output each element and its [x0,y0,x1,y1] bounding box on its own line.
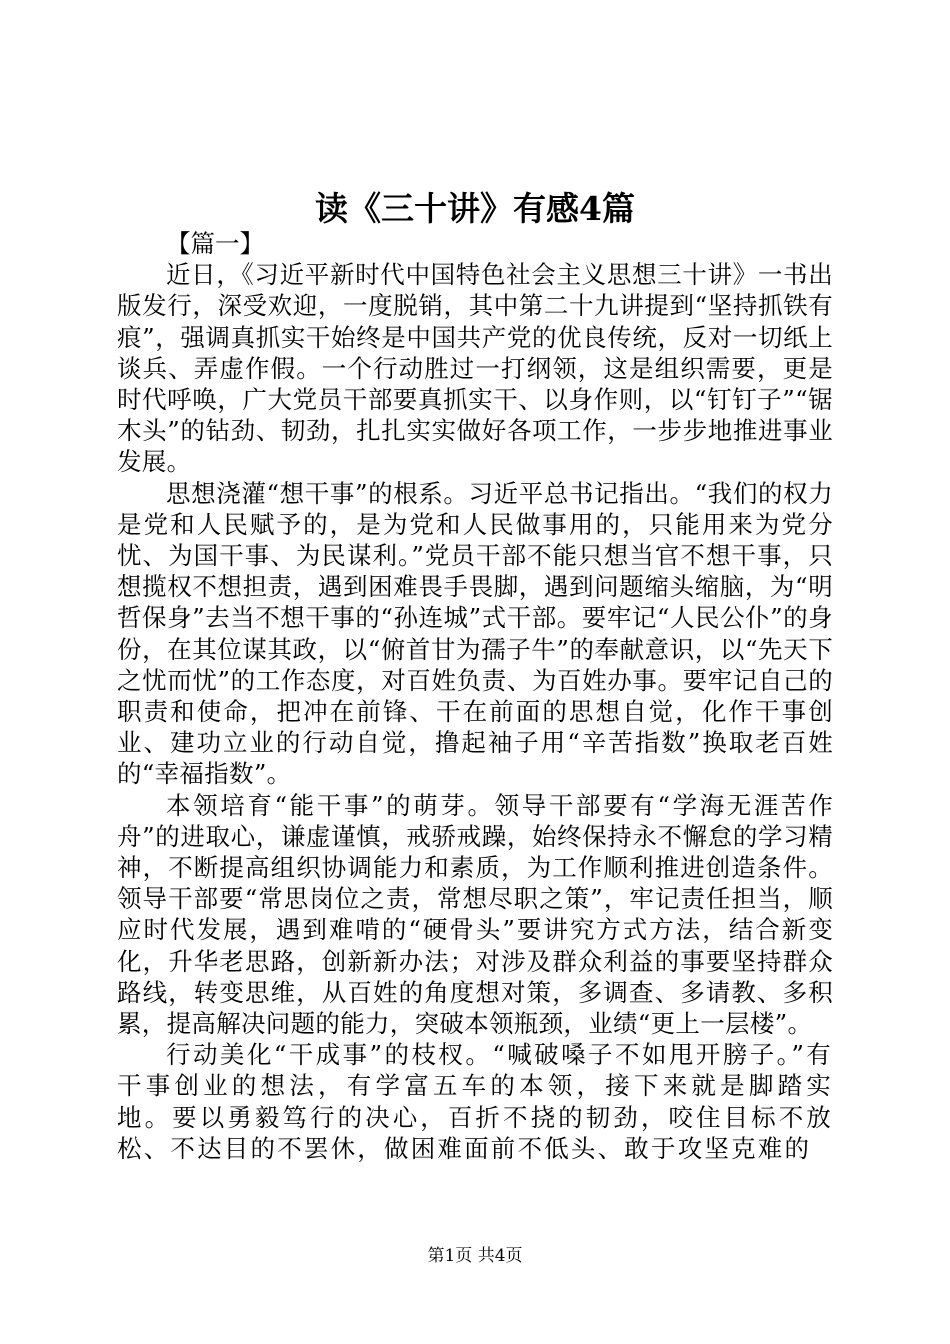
document-body [117,228,833,1164]
document-title: 读《三十讲》有感4篇 [315,189,635,228]
body-paragraph-3: 本领培育“能干事”的萌芽。领导干部要有“学海无涯苦作舟”的进取心，谦虚谨慎，戒骄戒躁，始终保持永不懈怠的学习精神，不断提高组织协调能力和素质，为工作顺利推进创造条件。领导干部要“常思岗位之责，常想尽职之策”，牢记责任担当，顺应时代发展，遇到难啃的“硬骨头”要讲究方式方法，结合新变化，升华老思路，创新新办法；对涉及群众利益的事要坚持群众路线，转变思维，从百姓的角度想对策，多调查、多请教、多积累，提高解决问题的能力，突破本领瓶颈，业绩“更上一层楼”。 [117,790,833,1039]
body-paragraph-4: 行动美化“干成事”的枝杈。“喊破嗓子不如甩开膀子。”有干事创业的想法，有学富五车的本领，接下来就是脚踏实地。要以勇毅笃行的决心，百折不挠的韧劲，咬住目标不放松、不达目的不罢休，做困难面前不低头、敢于攻坚克难的 [117,1040,833,1163]
body-paragraph-2: 思想浇灌“想干事”的根系。习近平总书记指出。“我们的权力是党和人民赋予的，是为党和人民做事用的，只能用来为党分忧、为国干事、为民谋利。”党员干部不能只想当官不想干事，只想揽权不想担责，遇到困难畏手畏脚，遇到问题缩头缩脑，为“明哲保身”去当不想干事的“孙连城”式干部。要牢记“人民公仆”的身份，在其位谋其政，以“俯首甘为孺子牛”的奉献意识，以“先天下之忧而忧”的工作态度，对百姓负责、为百姓办事。要牢记自己的职责和使命，把冲在前锋、干在前面的思想自觉，化作干事创业、建功立业的行动自觉，撸起袖子用“辛苦指数”换取老百姓的“幸福指数”。 [117,478,833,789]
body-paragraph-1: 近日，《习近平新时代中国特色社会主义思想三十讲》一书出版发行，深受欢迎，一度脱销，其中第二十九讲提到“坚持抓铁有痕”，强调真抓实干始终是中国共产党的优良传统，反对一切纸上谈兵、弄虚作假。一个行动胜过一打纲领，这是组织需要，更是时代呼唤，广大党员干部要真抓实干、以身作则，以“钉钉子”“锯木头”的钻劲、韧劲，扎扎实实做好各项工作，一步步地推进事业发展。 [117,260,833,477]
section-heading: 【篇一】 [166,229,264,258]
page-footer: 第1页 共4页 [427,1246,523,1266]
